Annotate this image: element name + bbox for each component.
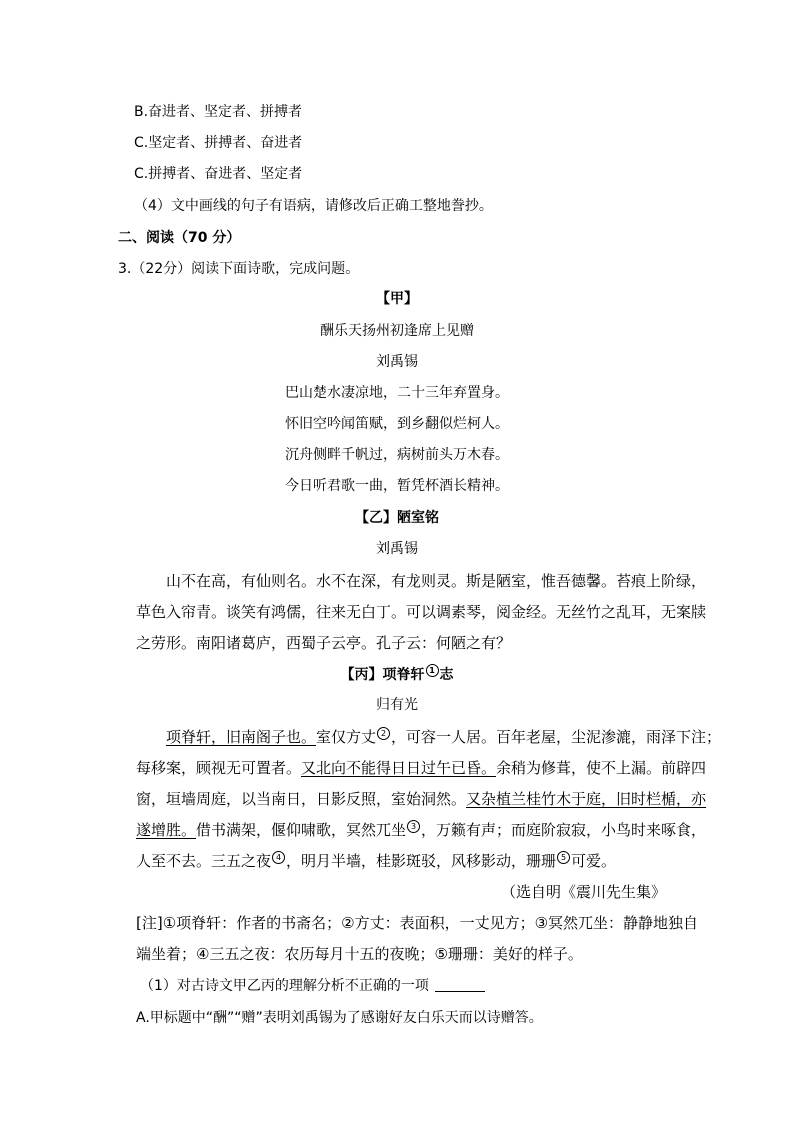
footnote-marker: 2 bbox=[377, 727, 390, 740]
poem-jia-title: 酬乐天扬州初逢席上见赠 bbox=[320, 323, 474, 339]
option-c-2: C.拼搏者、奋进者、坚定者 bbox=[134, 166, 303, 182]
answer-blank bbox=[435, 977, 485, 992]
poem-jia-label: 【甲】 bbox=[376, 291, 418, 307]
option-b: B.奋进者、坚定者、拼搏者 bbox=[134, 104, 303, 120]
prose-bing-title: 【丙】项脊轩 1 志 bbox=[340, 666, 454, 683]
prose-bing-line: 人至不去。三五之夜 4 ，明月半墙，桂影斑驳，风移影动，珊珊 5 可爱。 bbox=[136, 852, 617, 870]
footnote-marker: 1 bbox=[426, 664, 439, 677]
question-3-intro: 3.（22分）阅读下面诗歌，完成问题。 bbox=[118, 261, 360, 277]
poem-line: 怀旧空吟闻笛赋，到乡翻似烂柯人。 bbox=[285, 416, 509, 432]
underlined-sentence: 遂增胜。 bbox=[136, 821, 197, 839]
prose-bing-author: 归有光 bbox=[376, 697, 418, 713]
footnote-marker: 4 bbox=[272, 851, 285, 864]
prose-bing-line: 遂增胜。借书满架，偃仰啸歌，冥然兀坐 3 ，万籁有声；而庭阶寂寂，小鸟时来啄食， bbox=[136, 821, 707, 839]
prose-yi-line: 山不在高，有仙则名。水不在深，有龙则灵。斯是陋室，惟吾德馨。苔痕上阶绿， bbox=[166, 572, 707, 590]
footnote-marker: 5 bbox=[557, 851, 570, 864]
poem-jia-author: 刘禹锡 bbox=[376, 354, 418, 370]
question-4: （4）文中画线的句子有语病，请修改后正确工整地誊抄。 bbox=[134, 198, 493, 214]
footnote-marker: 3 bbox=[407, 820, 420, 833]
prose-bing-line: 项脊轩，旧南阁子也。室仅方丈 2 ，可容一人居。百年老屋，尘泥渗漉，雨泽下注； bbox=[166, 728, 722, 746]
prose-bing-line: 每移案，顾视无可置者。又北向不能得日日过午已昏。余稍为修葺，使不上漏。前辟四 bbox=[136, 759, 707, 777]
prose-yi-line: 草色入帘青。谈笑有鸿儒，往来无白丁。可以调素琴，阅金经。无丝竹之乱耳，无案牍 bbox=[136, 603, 707, 621]
underlined-sentence: 又杂植兰桂竹木于庭，旧时栏楯，亦 bbox=[466, 790, 707, 808]
poem-line: 巴山楚水凄凉地，二十三年弃置身。 bbox=[285, 385, 509, 401]
underlined-sentence: 又北向不能得日日过午已昏。 bbox=[301, 759, 497, 777]
option-c-1: C.坚定者、拼搏者、奋进者 bbox=[134, 135, 303, 151]
poem-line: 沉舟侧畔千帆过，病树前头万木春。 bbox=[285, 447, 509, 463]
annotation-line: 端坐着；④三五之夜：农历每月十五的夜晚；⑤珊珊：美好的样子。 bbox=[136, 945, 583, 963]
section-heading: 二、阅读（70 分） bbox=[118, 230, 241, 246]
prose-yi-author: 刘禹锡 bbox=[376, 541, 418, 557]
question-1: （1）对古诗文甲乙丙的理解分析不正确的一项 bbox=[140, 976, 485, 996]
poem-line: 今日听君歌一曲，暂凭杯酒长精神。 bbox=[285, 478, 509, 494]
prose-yi-line: 之劳形。南阳诸葛庐，西蜀子云亭。孔子云：何陋之有？ bbox=[136, 634, 512, 652]
option-a: A.甲标题中“酬”“赠”表明刘禹锡为了感谢好友白乐天而以诗赠答。 bbox=[136, 1010, 543, 1026]
source-citation: （选自明《震川先生集》 bbox=[500, 883, 666, 901]
prose-yi-title: 【乙】陋室铭 bbox=[355, 510, 439, 526]
prose-bing-line: 窗，垣墙周庭，以当南日，日影反照，室始洞然。又杂植兰桂竹木于庭，旧时栏楯，亦 bbox=[136, 790, 707, 808]
underlined-sentence: 项脊轩，旧南阁子也。 bbox=[166, 728, 317, 746]
annotation-line: [注]①项脊轩：作者的书斋名；②方丈：表面积，一丈见方；③冥然兀坐：静静地独自 bbox=[136, 914, 699, 932]
